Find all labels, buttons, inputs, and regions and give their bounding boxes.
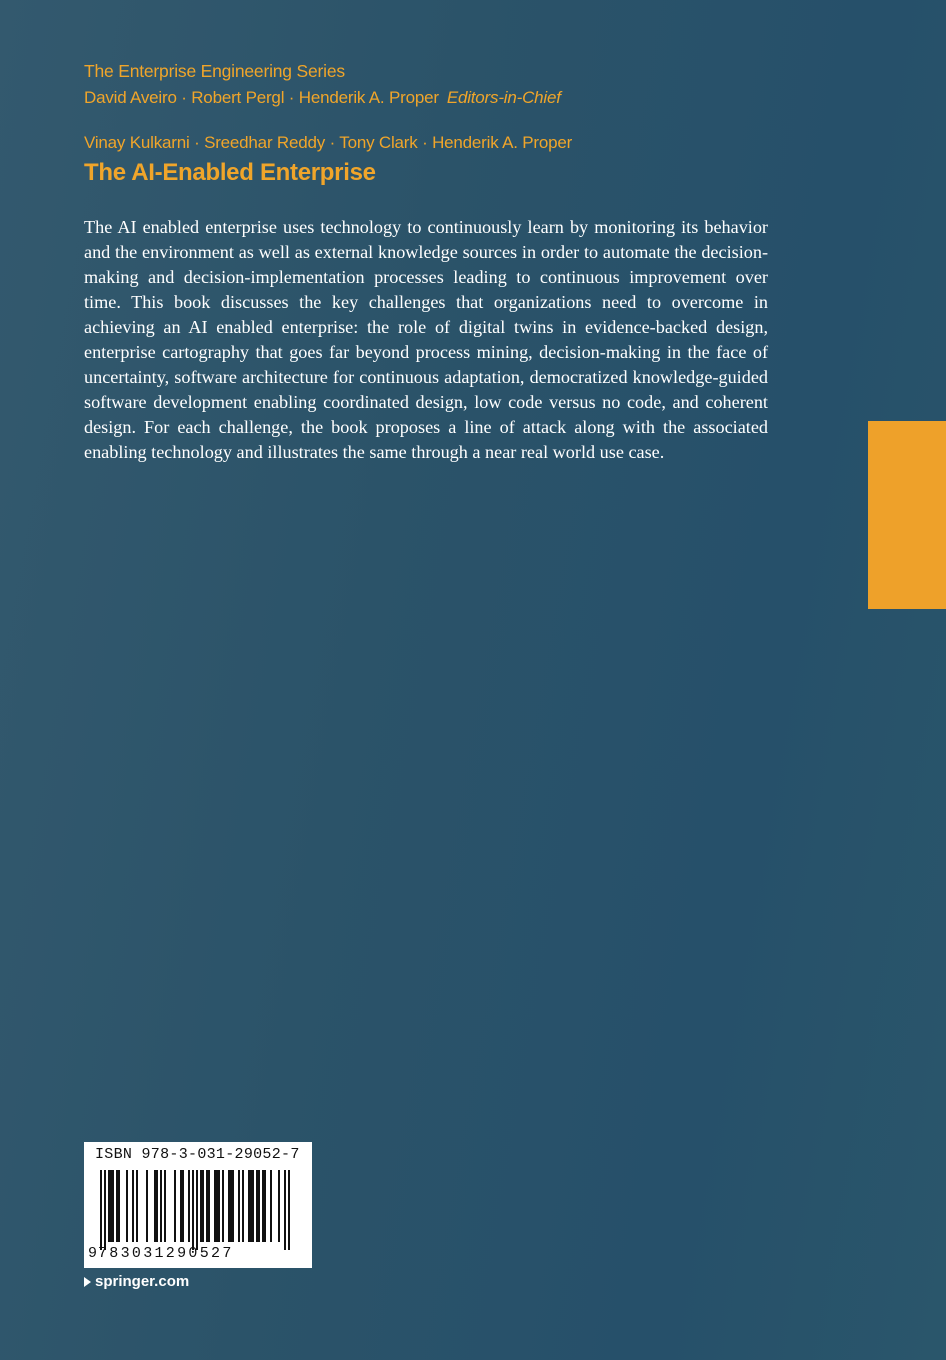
- barcode-bar: [216, 1170, 218, 1242]
- barcode-bar: [214, 1170, 216, 1242]
- barcode-bar: [202, 1170, 204, 1242]
- barcode-bar: [116, 1170, 118, 1242]
- book-authors: Vinay Kulkarni · Sreedhar Reddy · Tony Clark · Henderik A. Proper: [84, 133, 573, 152]
- barcode-bar: [112, 1170, 114, 1242]
- barcode-bar: [248, 1170, 250, 1242]
- barcode-bar: [174, 1170, 176, 1242]
- series-editors: [84, 84, 561, 112]
- series-title: The Enterprise Engineering Series: [84, 61, 345, 81]
- editors-names: David Aveiro · Robert Pergl · Henderik A. Proper: [84, 88, 439, 107]
- barcode-bar: [180, 1170, 182, 1242]
- barcode-bar: [182, 1170, 184, 1242]
- barcode-bar: [104, 1170, 106, 1250]
- barcode-bar: [256, 1170, 258, 1242]
- barcode-lead-digit: 9: [88, 1245, 98, 1262]
- barcode-bar: [264, 1170, 266, 1242]
- barcode-bar: [100, 1170, 102, 1250]
- barcode-bar: [200, 1170, 202, 1242]
- barcode-bar: [188, 1170, 190, 1242]
- barcode-bar: [232, 1170, 234, 1242]
- barcode-bar: [230, 1170, 232, 1242]
- book-header: [84, 130, 572, 190]
- isbn-label: ISBN 978-3-031-29052-7: [95, 1146, 300, 1163]
- barcode-bar: [228, 1170, 230, 1242]
- barcode-bar: [252, 1170, 254, 1242]
- barcode-bar: [208, 1170, 210, 1242]
- barcode-bar: [278, 1170, 280, 1242]
- editors-role: Editors-in-Chief: [446, 88, 561, 107]
- isbn-barcode: [84, 1142, 312, 1268]
- barcode-digits: 783031290527: [98, 1245, 234, 1262]
- barcode-bar: [288, 1170, 290, 1250]
- accent-tab: [868, 421, 946, 609]
- arrow-right-icon: [84, 1277, 91, 1287]
- barcode-bar: [126, 1170, 128, 1242]
- barcode-bar: [146, 1170, 148, 1242]
- publisher-link[interactable]: [84, 1273, 189, 1290]
- barcode-bar: [196, 1170, 198, 1250]
- barcode-bar: [270, 1170, 272, 1242]
- barcode-bar: [118, 1170, 120, 1242]
- barcode-bar: [136, 1170, 138, 1242]
- publisher-link-text: springer.com: [95, 1273, 190, 1290]
- series-header: [84, 58, 561, 112]
- barcode-bar: [110, 1170, 112, 1242]
- barcode-bar: [206, 1170, 208, 1242]
- barcode-bar: [238, 1170, 240, 1242]
- book-title: The AI-Enabled Enterprise: [84, 159, 376, 186]
- barcode-bar: [154, 1170, 156, 1242]
- barcode-bar: [192, 1170, 194, 1250]
- barcode-bar: [160, 1170, 162, 1242]
- barcode-bar: [218, 1170, 220, 1242]
- barcode-bar: [258, 1170, 260, 1242]
- barcode-bar: [222, 1170, 224, 1242]
- barcode-bar: [132, 1170, 134, 1242]
- barcode-bar: [108, 1170, 110, 1242]
- book-blurb: The AI enabled enterprise uses technology to continuously learn by monitoring its behavior and the environment as well as external knowledge sources in order to automate the decision-making and decision-implementation processes leading to continuous improvement over time. This book discusses the key challenges that organizations need to overcome in achieving an AI enabled enterprise: the role of digital twins in evidence-backed design, enterprise cartography that goes far beyond process mining, decision-making in the face of uncertainty, software architecture for continuous adaptation, democratized knowledge-guided software development enabling coordinated design, low code versus no code, and coherent design. For each challenge, the book proposes a line of attack along with the associated enabling technology and illustrates the same through a near real world use case.: [84, 217, 768, 462]
- barcode-bar: [156, 1170, 158, 1242]
- barcode-bar: [250, 1170, 252, 1242]
- barcode-bar: [242, 1170, 244, 1242]
- barcode-bar: [284, 1170, 286, 1250]
- barcode-bar: [262, 1170, 264, 1242]
- barcode-bar: [164, 1170, 166, 1242]
